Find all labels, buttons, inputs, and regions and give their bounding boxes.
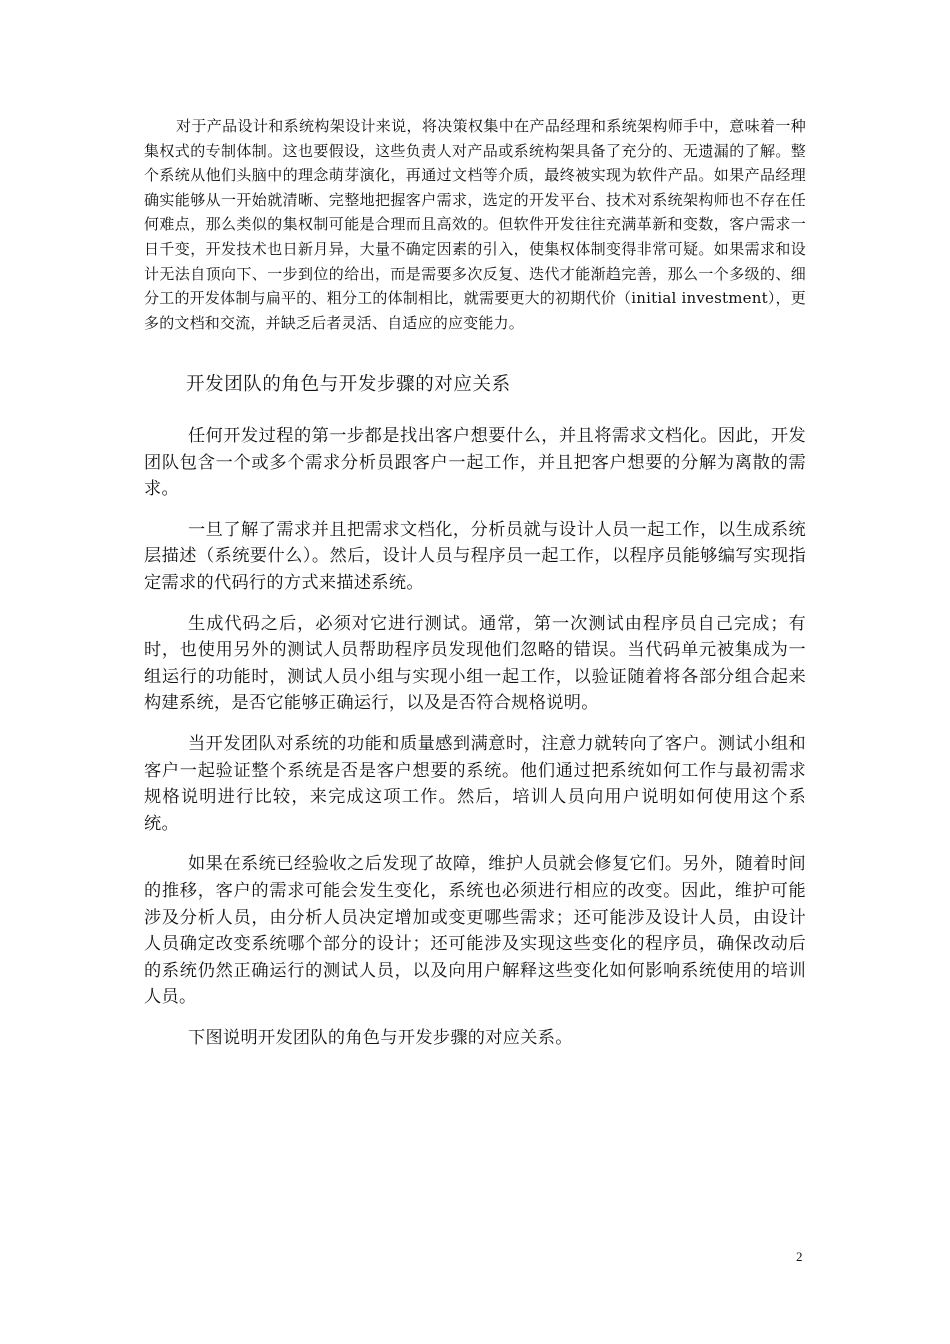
section-heading: 开发团队的角色与开发步骤的对应关系	[186, 374, 511, 395]
body-paragraph: 生成代码之后，必须对它进行测试。通常，第一次测试由程序员自己完成；有时，也使用另外的测试人员帮助程序员发现他们忽略的错误。当代码单元被集成为一组运行的功能时，测试人员小组与实现小组一起工作，以验证随着将各部分组合起来构建系统，是否它能够正确运行，以及是否符合规格说明。	[144, 613, 806, 714]
intro-paragraph: 对于产品设计和系统构架设计来说，将决策权集中在产品经理和系统架构师手中，意味着一种集权式的专制体制。这也要假设，这些负责人对产品或系统构架具备了充分的、无遗漏的了解。整个系统从他们头脑中的理念萌芽演化，再通过文档等介质，最终被实现为软件产品。如果产品经理确实能够从一开始就清晰、完整地把握客户需求，选定的开发平台、技术对系统架构师也不存在任何难点，那么类似的集权制可能是合理而且高效的。但软件开发往往充满革新和变数，客户需求一日千变，开发技术也日新月异，大量不确定因素的引入，使集权体制变得非常可疑。如果需求和设计无法自顶向下、一步到位的给出，而是需要多次反复、迭代才能渐趋完善，那么一个多级的、细分工的开发体制与扁平的、粗分工的体制相比，就需要更大的初期代价（initial investment），更多的文档和交流，并缺乏后者灵活、自适应的应变能力。	[144, 117, 806, 332]
body-text	[144, 423, 806, 1065]
body-paragraph: 当开发团队对系统的功能和质量感到满意时，注意力就转向了客户。测试小组和客户一起验证整个系统是否是客户想要的系统。他们通过把系统如何工作与最初需求规格说明进行比较，来完成这项工作。然后，培训人员向用户说明如何使用这个系统。	[144, 733, 806, 834]
body-paragraph: 如果在系统已经验收之后发现了故障，维护人员就会修复它们。另外，随着时间的推移，客户的需求可能会发生变化，系统也必须进行相应的改变。因此，维护可能涉及分析人员，由分析人员决定增加或变更哪些需求；还可能涉及设计人员，由设计人员确定改变系统哪个部分的设计；还可能涉及实现这些变化的程序员，确保改动后的系统仍然正确运行的测试人员，以及向用户解释这些变化如何影响系统使用的培训人员。	[144, 854, 806, 1008]
body-paragraph: 一旦了解了需求并且把需求文档化，分析员就与设计人员一起工作，以生成系统层描述（系统要什么）。然后，设计人员与程序员一起工作，以程序员能够编写实现指定需求的代码行的方式来描述系统。	[144, 519, 806, 593]
body-paragraph: 下图说明开发团队的角色与开发步骤的对应关系。	[188, 1027, 573, 1048]
body-paragraph: 任何开发过程的第一步都是找出客户想要什么，并且将需求文档化。因此，开发团队包含一个或多个需求分析员跟客户一起工作，并且把客户想要的分解为离散的需求。	[144, 426, 806, 500]
page-number: 2	[796, 1249, 803, 1264]
